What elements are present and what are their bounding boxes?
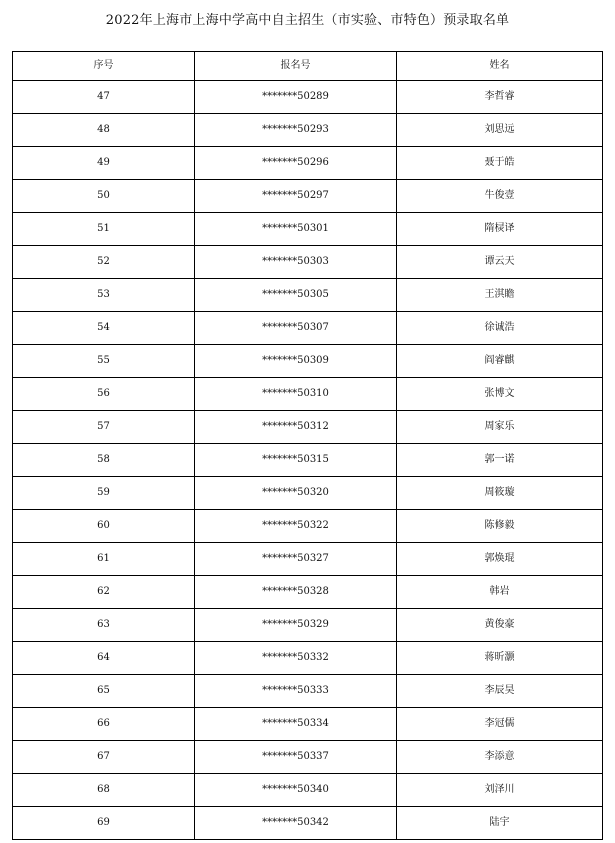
student-name-cell: 李辰昊 [397, 675, 603, 708]
seq-cell: 50 [13, 180, 195, 213]
table-row [13, 774, 603, 807]
table-row [13, 807, 603, 840]
registration-number-cell: *******50315 [195, 444, 397, 477]
column-header-name: 姓名 [397, 52, 603, 81]
student-name-cell: 王淇瞻 [397, 279, 603, 312]
student-name-cell: 韩岩 [397, 576, 603, 609]
table-row [13, 213, 603, 246]
registration-number-cell: *******50289 [195, 81, 397, 114]
table-row [13, 81, 603, 114]
table-row [13, 576, 603, 609]
seq-cell: 52 [13, 246, 195, 279]
student-name-cell: 陈修毅 [397, 510, 603, 543]
registration-number-cell: *******50293 [195, 114, 397, 147]
registration-number-cell: *******50329 [195, 609, 397, 642]
student-name-cell: 徐诚浩 [397, 312, 603, 345]
registration-number-cell: *******50303 [195, 246, 397, 279]
table-row [13, 147, 603, 180]
registration-number-cell: *******50301 [195, 213, 397, 246]
table-row [13, 279, 603, 312]
registration-number-cell: *******50322 [195, 510, 397, 543]
seq-cell: 65 [13, 675, 195, 708]
seq-cell: 60 [13, 510, 195, 543]
registration-number-cell: *******50334 [195, 708, 397, 741]
student-name-cell: 张博文 [397, 378, 603, 411]
seq-cell: 66 [13, 708, 195, 741]
table-row [13, 543, 603, 576]
table-row [13, 345, 603, 378]
registration-number-cell: *******50309 [195, 345, 397, 378]
seq-cell: 48 [13, 114, 195, 147]
seq-cell: 69 [13, 807, 195, 840]
student-name-cell: 陆宇 [397, 807, 603, 840]
table-row [13, 246, 603, 279]
seq-cell: 62 [13, 576, 195, 609]
seq-cell: 49 [13, 147, 195, 180]
table-row [13, 642, 603, 675]
registration-number-cell: *******50312 [195, 411, 397, 444]
table-header-row [13, 52, 603, 81]
student-name-cell: 李冠儒 [397, 708, 603, 741]
student-name-cell: 蒋昕灏 [397, 642, 603, 675]
student-name-cell: 黄俊豪 [397, 609, 603, 642]
column-header-seq: 序号 [13, 52, 195, 81]
registration-number-cell: *******50310 [195, 378, 397, 411]
table-row [13, 708, 603, 741]
seq-cell: 68 [13, 774, 195, 807]
registration-number-cell: *******50327 [195, 543, 397, 576]
student-name-cell: 郭一诺 [397, 444, 603, 477]
registration-number-cell: *******50333 [195, 675, 397, 708]
seq-cell: 61 [13, 543, 195, 576]
table-row [13, 609, 603, 642]
table-row [13, 510, 603, 543]
registration-number-cell: *******50307 [195, 312, 397, 345]
column-header-reg: 报名号 [195, 52, 397, 81]
student-name-cell: 刘思远 [397, 114, 603, 147]
table-row [13, 378, 603, 411]
seq-cell: 51 [13, 213, 195, 246]
student-name-cell: 谭云天 [397, 246, 603, 279]
table-row [13, 477, 603, 510]
page-title: 2022年上海市上海中学高中自主招生（市实验、市特色）预录取名单 [105, 13, 510, 28]
student-name-cell: 刘泽川 [397, 774, 603, 807]
seq-cell: 59 [13, 477, 195, 510]
table-row [13, 312, 603, 345]
student-name-cell: 聂于皓 [397, 147, 603, 180]
seq-cell: 54 [13, 312, 195, 345]
student-name-cell: 郭焕琨 [397, 543, 603, 576]
seq-cell: 56 [13, 378, 195, 411]
student-name-cell: 阎睿麒 [397, 345, 603, 378]
seq-cell: 67 [13, 741, 195, 774]
seq-cell: 58 [13, 444, 195, 477]
seq-cell: 53 [13, 279, 195, 312]
seq-cell: 57 [13, 411, 195, 444]
registration-number-cell: *******50305 [195, 279, 397, 312]
table-row [13, 741, 603, 774]
admission-table [12, 51, 603, 840]
table-row [13, 675, 603, 708]
seq-cell: 64 [13, 642, 195, 675]
student-name-cell: 李哲睿 [397, 81, 603, 114]
table-row [13, 444, 603, 477]
registration-number-cell: *******50332 [195, 642, 397, 675]
table-row [13, 114, 603, 147]
student-name-cell: 隋棂译 [397, 213, 603, 246]
student-name-cell: 李添意 [397, 741, 603, 774]
seq-cell: 55 [13, 345, 195, 378]
registration-number-cell: *******50340 [195, 774, 397, 807]
registration-number-cell: *******50342 [195, 807, 397, 840]
table-row [13, 180, 603, 213]
student-name-cell: 周家乐 [397, 411, 603, 444]
student-name-cell: 周筱璇 [397, 477, 603, 510]
seq-cell: 63 [13, 609, 195, 642]
registration-number-cell: *******50328 [195, 576, 397, 609]
seq-cell: 47 [13, 81, 195, 114]
registration-number-cell: *******50337 [195, 741, 397, 774]
registration-number-cell: *******50297 [195, 180, 397, 213]
student-name-cell: 牛俊壹 [397, 180, 603, 213]
registration-number-cell: *******50296 [195, 147, 397, 180]
table-row [13, 411, 603, 444]
registration-number-cell: *******50320 [195, 477, 397, 510]
